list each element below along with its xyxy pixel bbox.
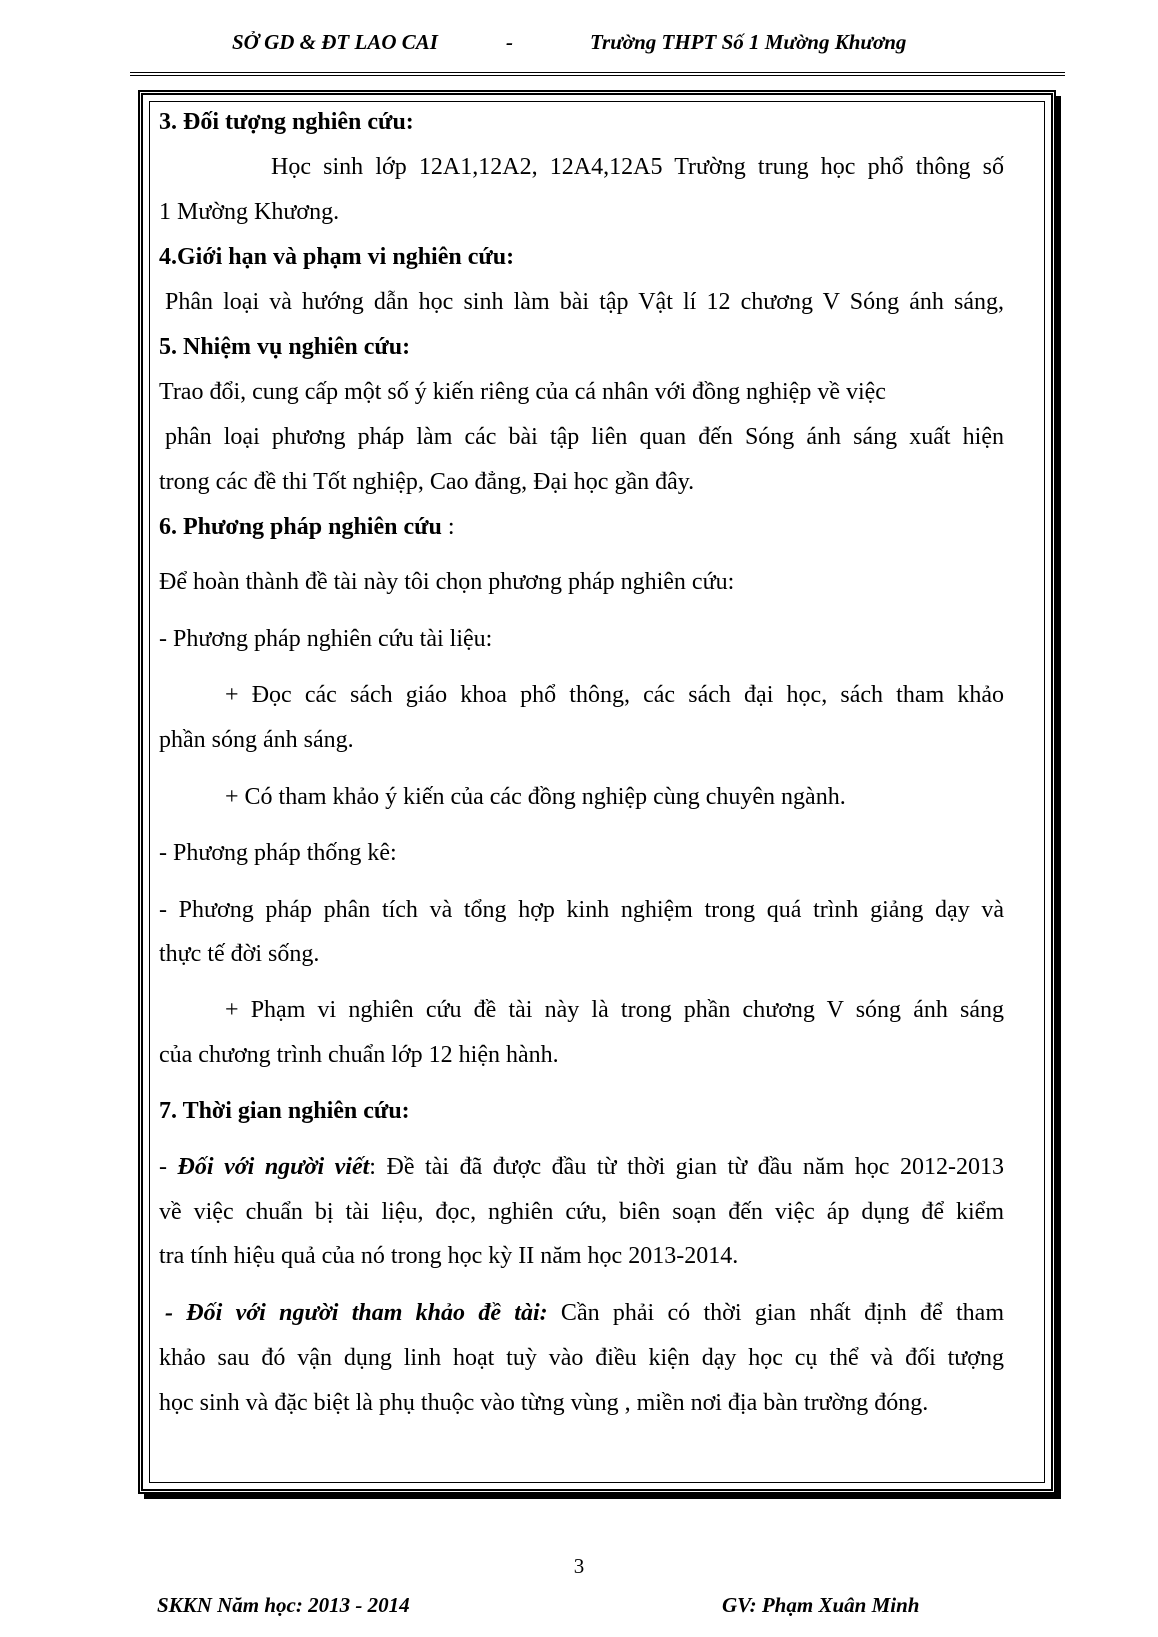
section-6-line-7: - Phương pháp phân tích và tổng hợp kinh nghiệm trong quá trình giảng dạy và <box>159 897 1004 923</box>
section-6-line-8: thực tế đời sống. <box>159 941 320 967</box>
border-shadow-bottom <box>144 1494 1061 1499</box>
section-7-line-5: khảo sau đó vận dụng linh hoạt tuỳ vào điều kiện dạy học cụ thể và đối tượng <box>159 1345 1004 1371</box>
section-6-line-5: + Có tham khảo ý kiến của các đồng nghiệp cùng chuyên ngành. <box>225 784 846 810</box>
section-7-writer-text: : Đề tài đã được đầu từ thời gian từ đầu năm học 2012-2013 <box>369 1154 1004 1180</box>
section-5-line-2: phân loại phương pháp làm các bài tập liên quan đến Sóng ánh sáng xuất hiện <box>165 424 1004 450</box>
page-header <box>0 30 1158 66</box>
section-6-colon: : <box>441 514 455 540</box>
section-6-line-2: - Phương pháp nghiên cứu tài liệu: <box>159 626 493 652</box>
header-department: SỞ GD & ĐT LAO CAI <box>232 30 438 54</box>
section-7-reader-label: - Đối với người tham khảo đề tài: <box>165 1300 548 1326</box>
section-4-title: 4.Giới hạn và phạm vi nghiên cứu: <box>159 244 515 270</box>
section-7-reader-text: Cần phải có thời gian nhất định để tham <box>547 1300 1004 1326</box>
section-6-line-3: + Đọc các sách giáo khoa phổ thông, các sách đại học, sách tham khảo <box>225 682 1004 708</box>
section-6-line-9: + Phạm vi nghiên cứu đề tài này là trong phần chương V sóng ánh sáng <box>225 997 1004 1023</box>
section-3-line-2: 1 Mường Khương. <box>159 199 340 225</box>
header-rule <box>130 72 1065 73</box>
section-7-line-3: tra tính hiệu quả của nó trong học kỳ II năm học 2013-2014. <box>159 1243 739 1269</box>
footer-school-year: SKKN Năm học: 2013 - 2014 <box>157 1593 410 1617</box>
header-school: Trường THPT Số 1 Mường Khương <box>590 30 907 54</box>
section-5-line-3: trong các đề thi Tốt nghiệp, Cao đẳng, Đại học gần đây. <box>159 469 695 495</box>
section-5-title: 5. Nhiệm vụ nghiên cứu: <box>159 334 411 360</box>
page-number: 3 <box>573 1554 585 1578</box>
header-separator: - <box>506 30 513 54</box>
border-shadow-right <box>1056 96 1061 1498</box>
header-rule-2 <box>130 75 1065 76</box>
section-7-line-1 <box>159 1152 1004 1182</box>
section-7-writer-label: Đối với người viết <box>177 1154 370 1180</box>
section-6-line-10: của chương trình chuẩn lớp 12 hiện hành. <box>159 1042 559 1068</box>
section-3-title: 3. Đối tượng nghiên cứu: <box>159 109 414 135</box>
section-6-title: 6. Phương pháp nghiên cứu <box>159 514 442 540</box>
section-6-line-4: phần sóng ánh sáng. <box>159 727 354 753</box>
section-6-line-6: - Phương pháp thống kê: <box>159 840 397 866</box>
footer-teacher: GV: Phạm Xuân Minh <box>722 1593 920 1617</box>
section-4-line-1: Phân loại và hướng dẫn học sinh làm bài tập Vật lí 12 chương V Sóng ánh sáng, <box>165 289 1004 315</box>
section-6-line-1: Để hoàn thành đề tài này tôi chọn phương pháp nghiên cứu: <box>159 569 735 595</box>
section-7-line-6: học sinh và đặc biệt là phụ thuộc vào từng vùng , miền nơi địa bàn trường đóng. <box>159 1390 929 1416</box>
section-7-title: 7. Thời gian nghiên cứu: <box>159 1098 410 1124</box>
section-7-line-4 <box>165 1298 1004 1328</box>
section-7-line-2: về việc chuẩn bị tài liệu, đọc, nghiên cứu, biên soạn đến việc áp dụng để kiểm <box>159 1199 1004 1225</box>
section-7-dash-1: - <box>159 1154 178 1180</box>
section-3-line-1: Học sinh lớp 12A1,12A2, 12A4,12A5 Trường trung học phổ thông số <box>271 154 1004 180</box>
section-5-line-1: Trao đổi, cung cấp một số ý kiến riêng của cá nhân với đồng nghiệp về việc <box>159 379 886 405</box>
section-6-title-row <box>159 512 1004 542</box>
